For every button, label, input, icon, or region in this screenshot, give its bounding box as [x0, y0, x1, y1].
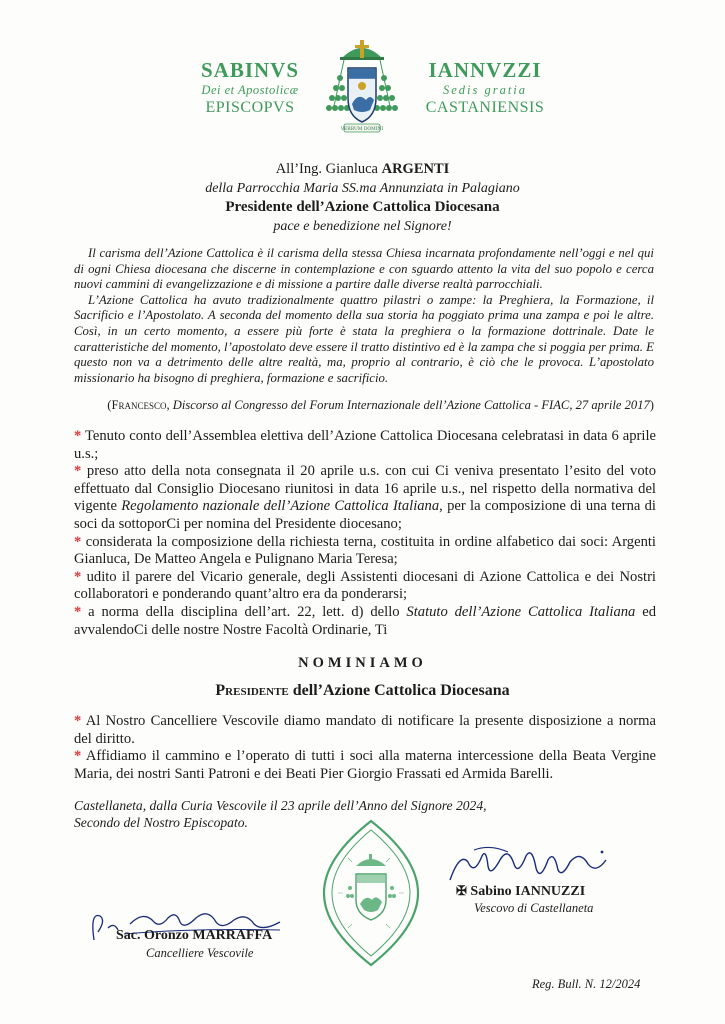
dateline-episcopate: Secondo del Nostro Episcopato. [74, 815, 248, 830]
decree-dispositions [74, 713, 656, 783]
statute-title: Statuto dell’Azione Cattolica Italiana [406, 603, 636, 620]
nominiamo-heading: NOMINIAMO [298, 655, 427, 671]
quote-paragraph: Il carisma dell’Azione Cattolica è il carisma della stessa Chiesa incarnata profondamente nell’oggi e nel qui di ogni Chiesa diocesana che discerne in contemplazione e con sguardo attento la vita del suo popolo e cerca nuovi cammini di evangelizzazione e di missione a partire dalle diverse realtà parrocchiali. [74, 246, 654, 292]
premise-text: considerata la composizione della richiesta terna, costituita in ordine alfabetico dai soci: Argenti Gianluca, De Matteo Angela e Pulignano Maria Teresa; [74, 533, 656, 568]
svg-text:VERBUM DOMINI: VERBUM DOMINI [340, 127, 384, 132]
letterhead-right [424, 58, 546, 118]
addressee-block [0, 160, 725, 236]
greeting: pace e benedizione nel Signore! [273, 219, 452, 234]
premise-text: udito il parere del Vicario generale, degli Assistenti diocesani di Azione Cattolica e dei Nostri collaboratori e ponderando quant’altro era da ponderarsi; [74, 568, 656, 603]
bishop-signatory-title: Vescovo di Castellaneta [474, 901, 594, 915]
red-asterisk-icon: * [74, 748, 82, 765]
bishop-name-text: Sabino IANNUZZI [466, 884, 586, 899]
premise-text: Tenuto conto dell’Assemblea elettiva dell’Azione Cattolica Diocesana celebratasi in data 6 aprile u.s.; [74, 428, 656, 462]
quote-citation: (Francesco, Discorso al Congresso del Forum Internazionale dell’Azione Cattolica - FIAC, 27 aprile 2017) [107, 398, 654, 412]
red-asterisk-icon: * [74, 568, 82, 585]
chancellor-signatory-name: Sac. Oronzo MARRAFFA [116, 928, 273, 943]
addressee-prefix: All’Ing. Gianluca [275, 161, 382, 177]
premise-item [74, 534, 656, 569]
addressee-surname: ARGENTI [381, 161, 450, 177]
premise-item [74, 428, 656, 463]
disposition-item [74, 713, 656, 748]
premise-text: a norma della disciplina dell’art. 22, lett. d) dello [88, 603, 407, 620]
chancellor-signatory-title: Cancelliere Vescovile [146, 946, 254, 960]
red-asterisk-icon: * [74, 463, 82, 480]
premise-text: ed avvalendoCi delle nostre Nostre Facoltà Ordinarie, Ti [74, 603, 656, 638]
letterhead-left-subtitle: Dei et Apostolicæ [201, 83, 299, 97]
red-asterisk-icon: * [74, 713, 82, 729]
addressee-parish: della Parrocchia Maria SS.ma Annunziata in Palagiano [205, 181, 520, 196]
quote-paragraph: L’Azione Cattolica ha avuto tradizionalmente quattro pilastri o zampe: la Preghiera, la Formazione, il Sacrificio e l’Apostolato. A seconda del momento della sua storia ha poggiato prima una zampa e poi le altre. Così, in un certo momento, a essere più forte è stata la preghiera o la formazione dottrinale. Date le caratteristiche del momento, l’apostolato deve essere il tratto distintivo ed è la zampa che si poggia per prima. E questo non va a detrimento delle altre realtà, ma, proprio al contrario, è ciò che le provoca. L’apostolato missionario ha bisogno di preghiera, formazione e sacrificio. [74, 292, 654, 385]
regulation-title: Regolamento nazionale dell’Azione Cattolica Italiana [121, 498, 440, 515]
premise-item [74, 569, 656, 604]
addressee-role: Presidente dell’Azione Cattolica Diocesana [225, 199, 500, 215]
red-asterisk-icon: * [74, 428, 82, 444]
role-organization: dell’Azione Cattolica Diocesana [288, 682, 510, 699]
episcopal-coat-of-arms-icon [320, 36, 404, 136]
papal-quote [74, 246, 654, 386]
letterhead-right-bottom: CASTANIENSIS [425, 99, 545, 116]
letterhead-right-subtitle: Sedis gratia [442, 83, 528, 97]
decree-premises [74, 428, 656, 639]
appointed-role [0, 682, 725, 700]
premise-item [74, 604, 656, 639]
diocesan-seal-icon [318, 818, 424, 968]
bishop-signatory-name [456, 883, 585, 900]
addressee-line [0, 160, 725, 179]
citation-work: Discorso al Congresso del Forum Internazionale dell’Azione Cattolica - FIAC, 27 aprile 2017 [172, 398, 650, 412]
episcopal-cross-icon: ✠ [456, 883, 467, 898]
dateline-place-date: Castellaneta, dalla Curia Vescovile il 23 aprile dell’Anno del Signore 2024, [74, 798, 487, 813]
disposition-text: Affidiamo il cammino e l’operato di tutti i soci alla materna intercessione della Beata Vergine Maria, dei nostri Santi Patroni e dei Beati Pier Giorgio Frassati ed Armida Barelli. [74, 748, 657, 782]
premise-text: , per la composizione di una terna di soci da sottoporCi per nomina del Presidente diocesano; [74, 498, 656, 532]
registry-number: Reg. Bull. N. 12/2024 [532, 977, 641, 991]
bishop-latin-first-name: SABINVS [200, 58, 300, 82]
disposition-text: Al Nostro Cancelliere Vescovile diamo mandato di notificare la presente disposizione a norma del diritto. [74, 713, 656, 747]
red-asterisk-icon: * [74, 533, 82, 550]
role-title: Presidente [215, 682, 289, 699]
bishop-latin-surname: IANNVZZI [428, 58, 542, 82]
disposition-item [74, 748, 656, 783]
citation-author: Francesco [111, 398, 167, 412]
dateline [74, 797, 487, 831]
letterhead-left-bottom: EPISCOPVS [205, 99, 295, 116]
red-asterisk-icon: * [74, 603, 82, 620]
letterhead-left [190, 58, 310, 118]
premise-item [74, 463, 656, 533]
premise-text: preso atto della nota consegnata il 20 aprile u.s. con cui Ci veniva presentato l’esito del voto effettuato dal Consiglio Diocesano riunitosi in data 16 aprile u.s., nel rispetto della normativa del vigente [74, 463, 656, 515]
